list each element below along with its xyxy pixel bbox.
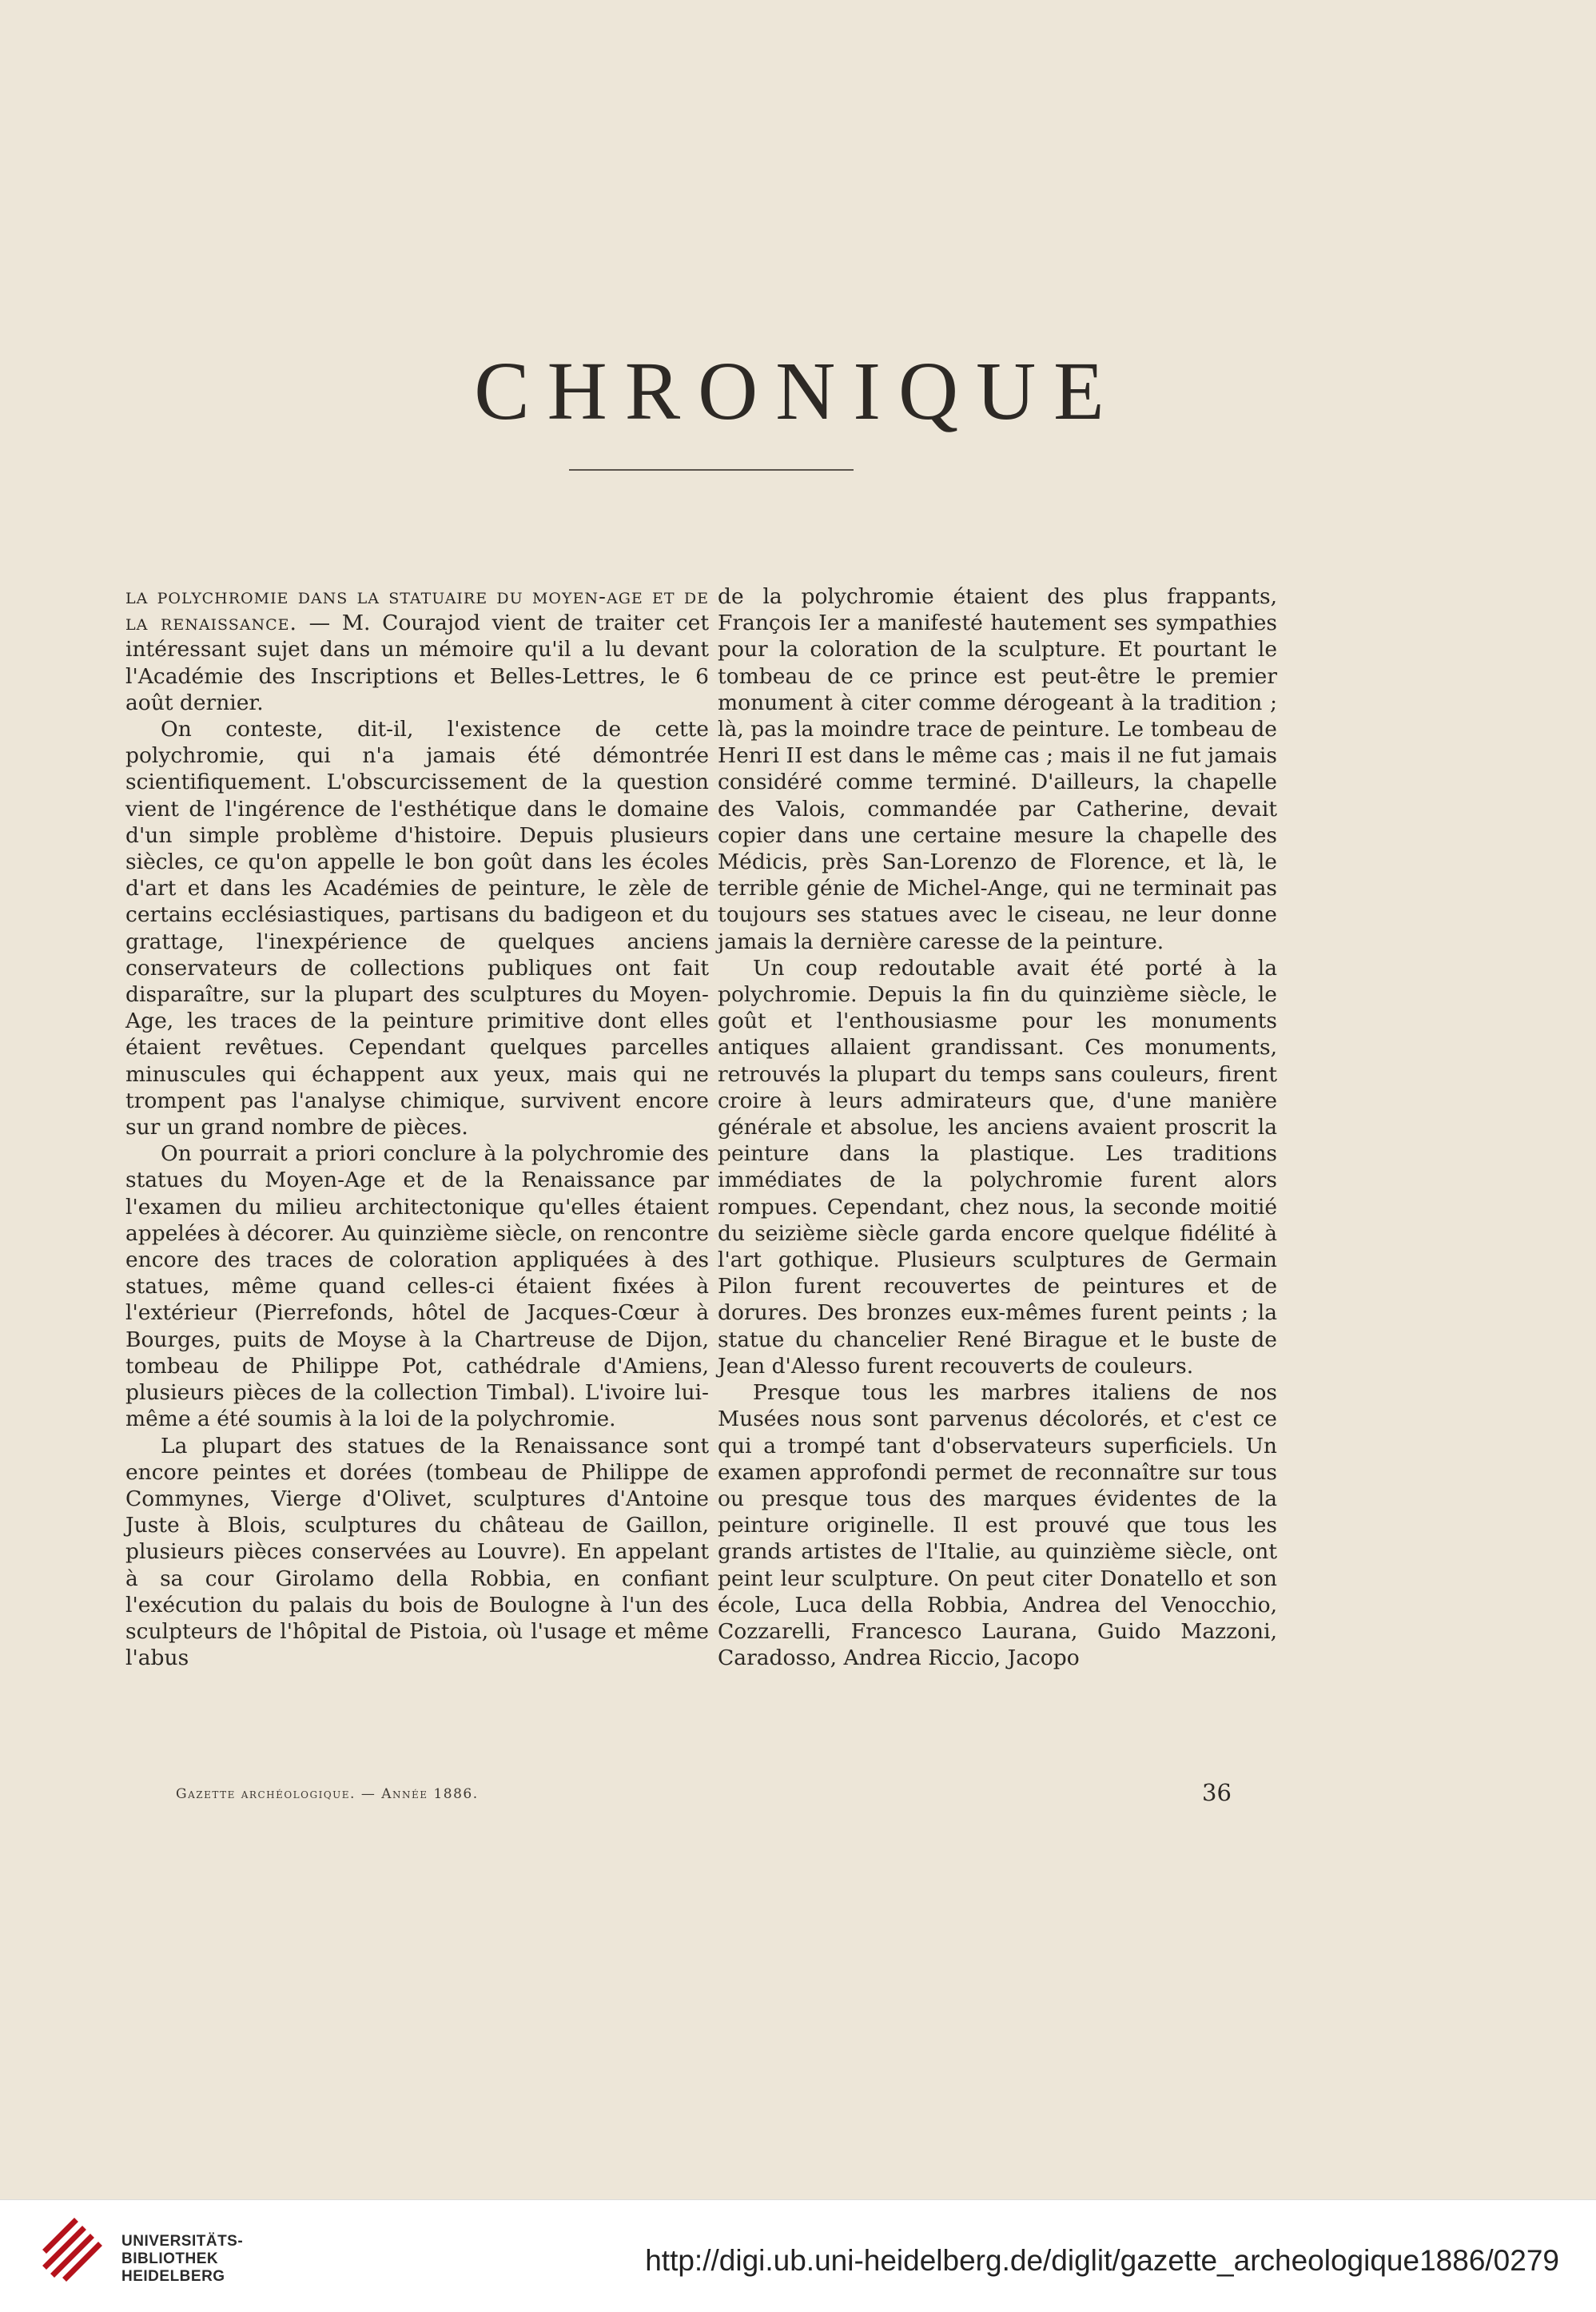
paragraph: On conteste, dit-il, l'existence de cette polychromie, qui n'a jamais été démontrée scientifiquement. L'obscurcissement de la question vient de l'ingérence de l'esthétique dans le domaine d'un simple problème d'histoire. Depuis plusieurs siècles, ce qu'on appelle le bon goût dans les écoles d'art et dans les Académies de peinture, le zèle de certains ecclésiastiques, partisans du badigeon et du grattage, l'inexpérience de quelques anciens conservateurs de collections publiques ont fait disparaître, sur la plupart des sculptures du Moyen-Age, les traces de la peinture primitive dont elles étaient revêtues. Cependant quelques parcelles minuscules qui échappent aux yeux, mais qui ne trompent pas l'analyse chimique, survivent encore sur un grand nombre de pièces. (125, 717, 709, 1140)
library-name-line: BIBLIOTHEK (121, 2250, 219, 2267)
right-column (718, 583, 1277, 1671)
paragraph: de la polychromie étaient des plus frappants, François Ier a manifesté hautement ses sympathies pour la coloration de la sculpture. Et pourtant le tombeau de ce prince est peut-être le premier monument à citer comme dérogeant à la tradition ; là, pas la moindre trace de peinture. Le tombeau de Henri II est dans le même cas ; mais il ne fut jamais considéré comme terminé. D'ailleurs, la chapelle des Valois, commandée par Catherine, devait copier dans une certaine mesure la chapelle des Médicis, près San-Lorenzo de Florence, et là, le terrible génie de Michel-Ange, qui ne terminait pas toujours ses statues avec le ciseau, ne leur donne jamais la dernière caresse de la peinture. (718, 584, 1277, 954)
paragraph (125, 583, 709, 716)
library-name (121, 2233, 243, 2286)
page-title: CHRONIQUE (474, 344, 1122, 437)
library-name-line: UNIVERSITÄTS- (121, 2233, 244, 2250)
library-name-line: HEIDELBERG (121, 2268, 225, 2285)
paragraph: On pourrait a priori conclure à la polychromie des statues du Moyen-Age et de la Renaissance par l'examen du milieu architectonique qu'elles étaient appelées à décorer. Au quinzième siècle, on rencontre encore des traces de coloration appliquées à des statues, même quand celles-ci étaient fixées à l'extérieur (Pierrefonds, hôtel de Jacques-Cœur à Bourges, puits de Moyse à la Chartreuse de Dijon, tombeau de Philippe Pot, cathédrale d'Amiens, plusieurs pièces de la collection Timbal). L'ivoire lui-même a été soumis à la loi de la polychromie. (125, 1141, 709, 1432)
left-column (125, 583, 709, 1671)
paragraph: La plupart des statues de la Renaissance sont encore peintes et dorées (tombeau de Philippe de Commynes, Vierge d'Olivet, sculptures d'Antoine Juste à Blois, sculptures du château de Gaillon, plusieurs pièces conservées au Louvre). En appelant à sa cour Girolamo della Robbia, en confiant l'exécution du palais du bois de Boulogne à l'un des sculpteurs de l'hôpital de Pistoia, où l'usage et même l'abus (125, 1433, 709, 1671)
paragraph: Un coup redoutable avait été porté à la polychromie. Depuis la fin du quinzième siècle, le goût et l'enthousiasme pour les monuments antiques allaient grandissant. Ces monuments, retrouvés la plupart du temps sans couleurs, firent croire à leurs admirateurs que, d'une manière générale et absolue, les anciens avaient proscrit la peinture dans la plastique. Les traditions immédiates de la polychromie furent alors rompues. Cependant, chez nous, la seconde moitié du seizième siècle garda encore quelque fidélité à l'art gothique. Plusieurs sculptures de Germain Pilon furent recouvertes de peintures et de dorures. Des bronzes eux-mêmes furent peints ; la statue du chancelier René Birague et le buste de Jean d'Alesso furent recouverts de couleurs. (718, 955, 1277, 1379)
library-logo-icon (38, 2214, 110, 2286)
running-footer: Gazette archéologique. — Année 1886. (176, 1786, 479, 1802)
section-heading: la polychromie dans la statuaire du moyen-age et de la renaissance. (125, 584, 709, 636)
paragraph-text: — M. Courajod vient de traiter cet intéressant sujet dans un mémoire qu'il a lu devant l'Académie des Inscriptions et Belles-Lettres, le 6 août dernier. (125, 611, 709, 715)
paragraph: Presque tous les marbres italiens de nos Musées nous sont parvenus décolorés, et c'est ce qui a trompé tant d'observateurs superficiels. Un examen approfondi permet de reconnaître sur tous ou presque tous des marques évidentes de la peinture originelle. Il est prouvé que tous les grands artistes de l'Italie, au quinzième siècle, ont peint leur sculpture. On peut citer Donatello et son école, Luca della Robbia, Andrea del Venocchio, Cozzarelli, Francesco Laurana, Guido Mazzoni, Caradosso, Andrea Riccio, Jacopo (718, 1380, 1277, 1671)
title-divider (569, 469, 854, 471)
page-number: 36 (1202, 1779, 1232, 1806)
permalink-url[interactable]: http://digi.ub.uni-heidelberg.de/diglit/gazette_archeologique1886/0279 (645, 2244, 1559, 2277)
